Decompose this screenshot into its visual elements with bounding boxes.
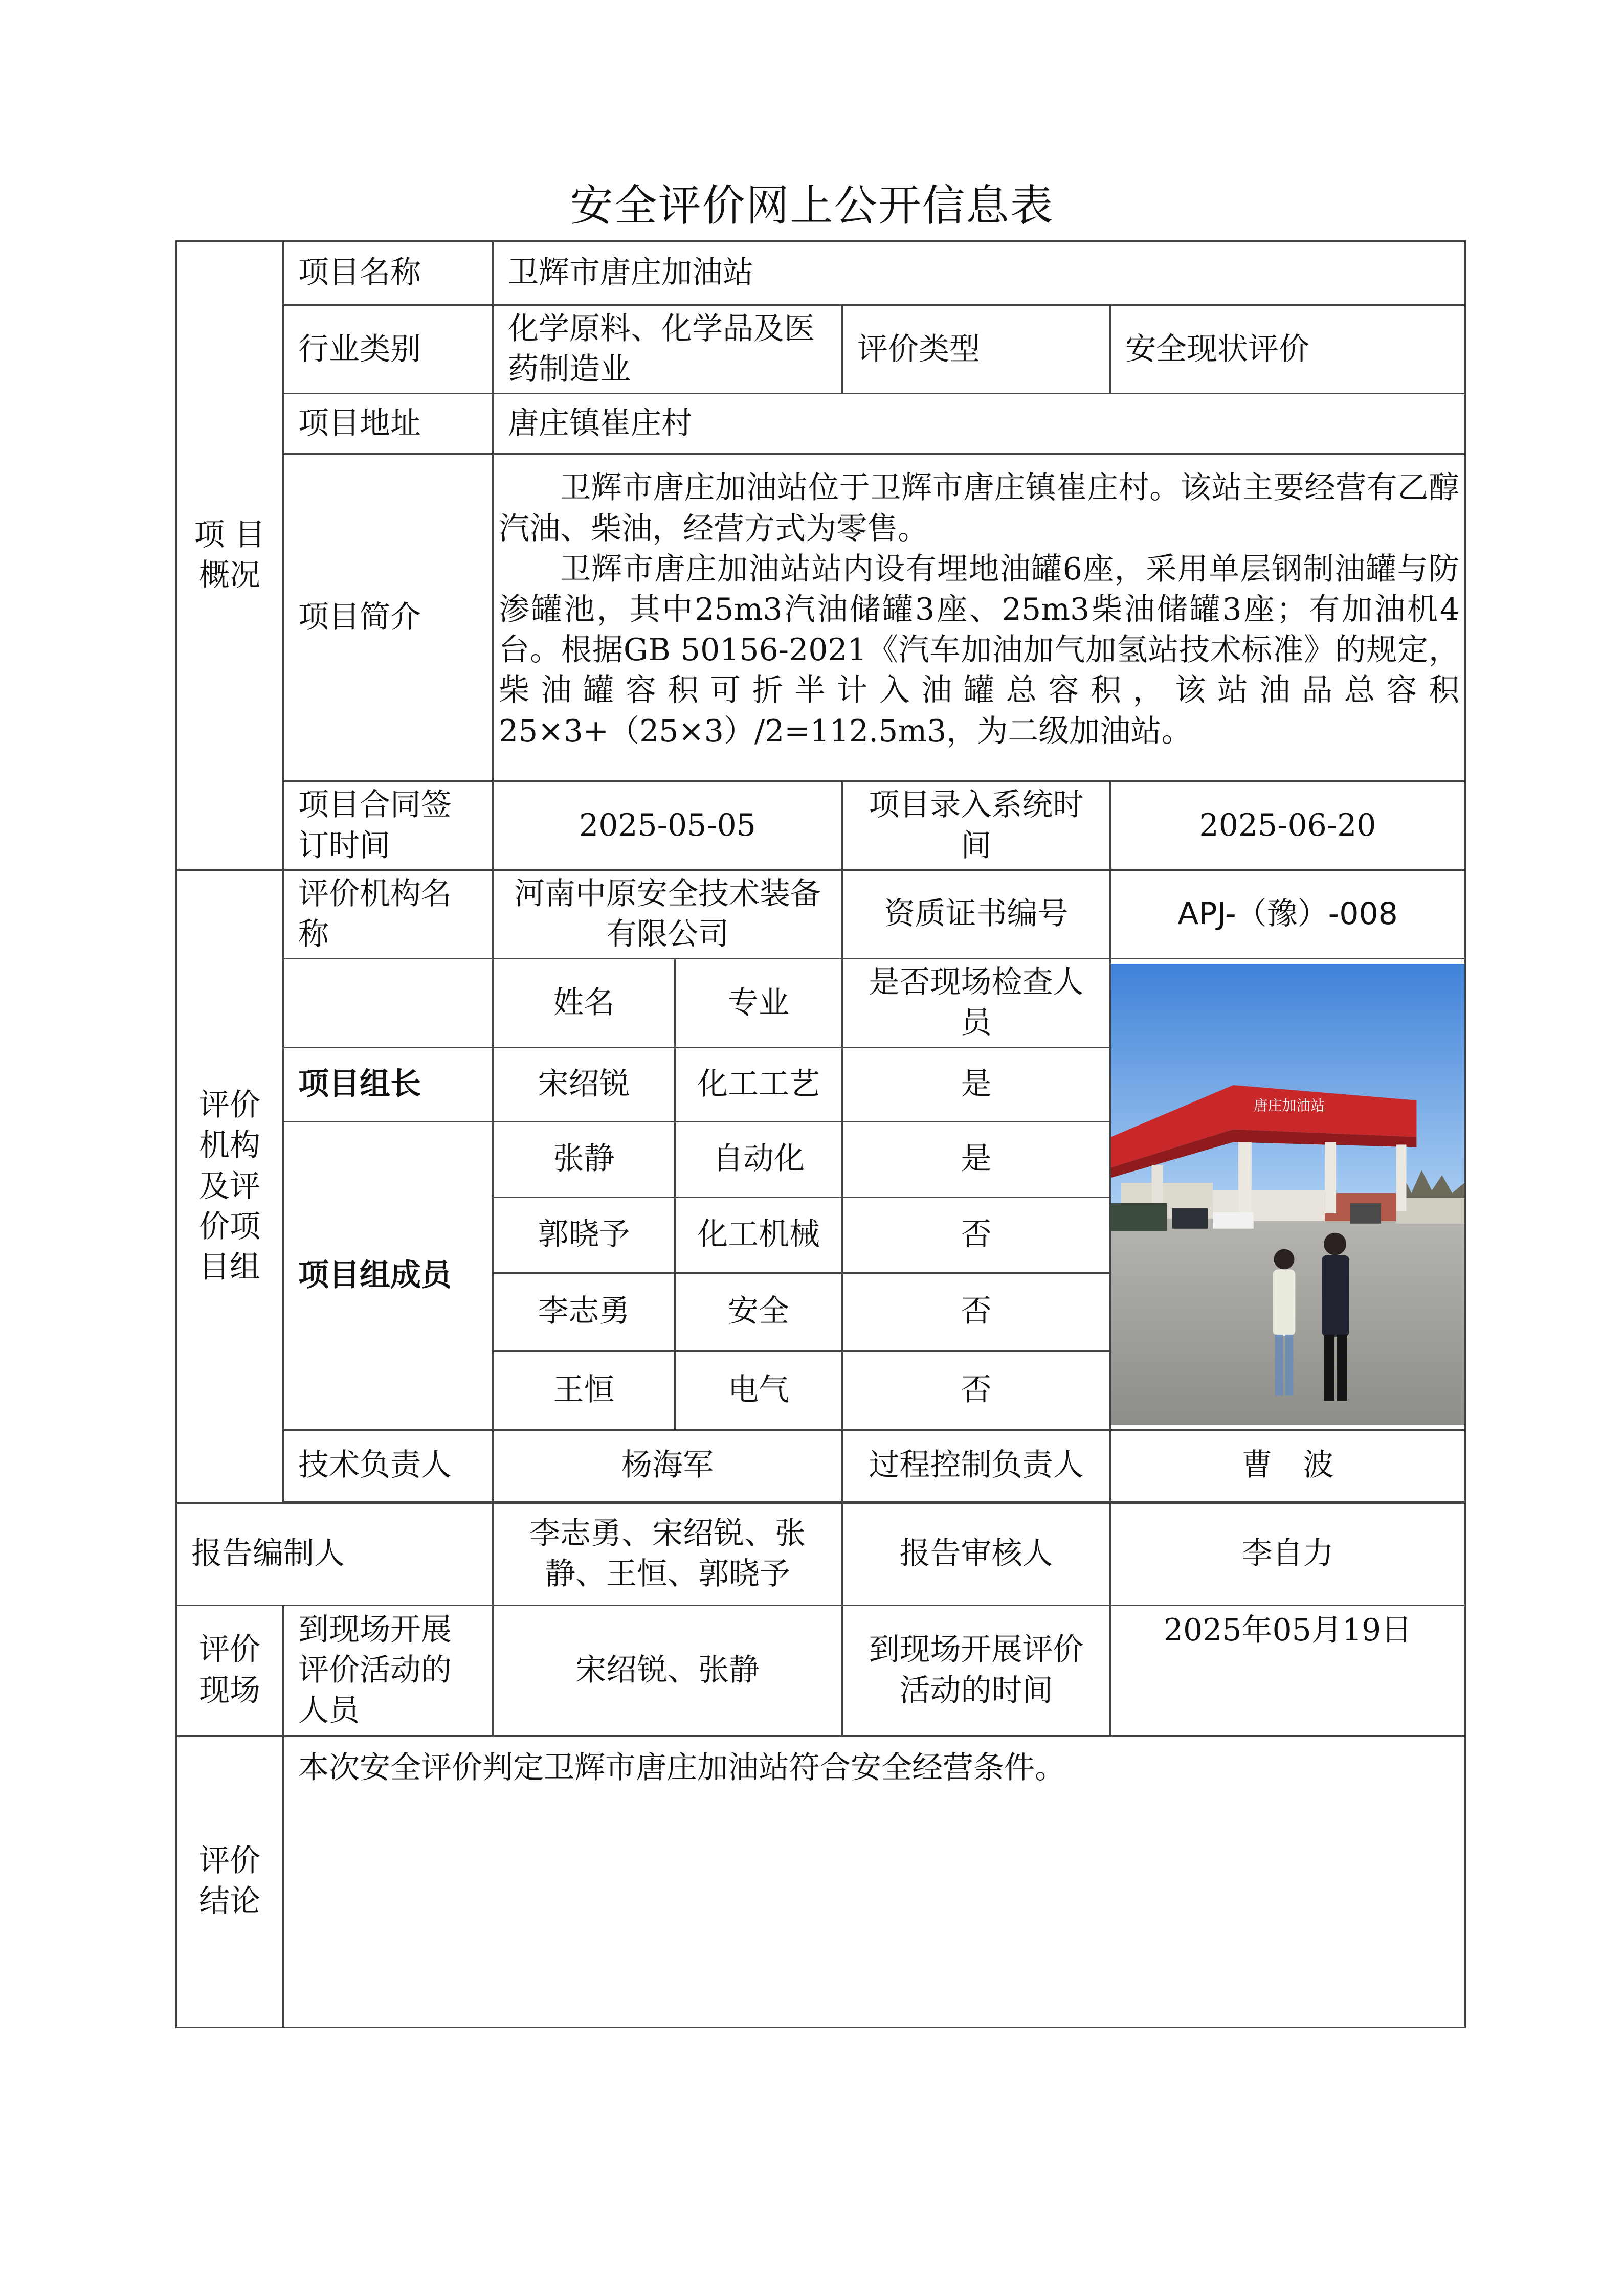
member-major: 电气: [675, 1350, 842, 1430]
blank-cell: [283, 959, 493, 1047]
eval-type-value: 安全现状评价: [1110, 305, 1465, 394]
member-major: 化工机械: [675, 1197, 842, 1273]
conclusion-text: 本次安全评价判定卫辉市唐庄加油站符合安全经营条件。: [283, 1736, 1465, 2027]
member-name: 李志勇: [493, 1273, 675, 1350]
intro-paragraph-2: 卫辉市唐庄加油站站内设有埋地油罐6座，采用单层钢制油罐与防渗罐池，其中25m3汽油储罐3座、25m3柴油储罐3座；有加油机4台。根据GB 50156-2021《汽车加油加气加氢站技术标准》的规定，柴油罐容积可折半计入油罐总容积，该站油品总容积25×3+（25×3）/2=112.5m3，为二级加油站。: [499, 551, 1459, 749]
member-onsite: 否: [842, 1273, 1110, 1350]
section-site: 评价现场: [176, 1605, 283, 1736]
site-time-value: 2025年05月19日: [1110, 1605, 1465, 1736]
leader-label: 项目组长: [283, 1047, 493, 1121]
reviewer-value: 李自力: [1110, 1503, 1465, 1605]
col-name-header: 姓名: [493, 959, 675, 1047]
member-major: 自动化: [675, 1121, 842, 1197]
canopy-sign-text: 唐庄加油站: [1253, 1097, 1325, 1114]
intro-paragraph-1: 卫辉市唐庄加油站位于卫辉市唐庄镇崔庄村。该站主要经营有乙醇汽油、柴油，经营方式为零售。: [499, 470, 1459, 547]
member-name: 郭晓予: [493, 1197, 675, 1273]
tech-lead-value: 杨海军: [493, 1430, 842, 1501]
site-staff-label: 到现场开展评价活动的人员: [283, 1605, 493, 1736]
address-label: 项目地址: [283, 394, 493, 454]
member-name: 张静: [493, 1121, 675, 1197]
leader-name: 宋绍锐: [493, 1047, 675, 1121]
entry-date-value: 2025-06-20: [1110, 781, 1465, 870]
info-table: [175, 240, 1466, 2028]
intro-label: 项目简介: [283, 454, 493, 781]
project-name-label: 项目名称: [283, 241, 493, 305]
site-staff-value: 宋绍锐、张静: [493, 1605, 842, 1736]
industry-value: 化学原料、化学品及医药制造业: [493, 305, 842, 394]
intro-value: [493, 454, 1465, 781]
site-time-label: 到现场开展评价活动的时间: [842, 1605, 1110, 1736]
section-eval-org: 评价机构及评价项目组: [176, 870, 283, 1503]
compiler-label: 报告编制人: [176, 1503, 493, 1605]
leader-onsite: 是: [842, 1047, 1110, 1121]
contract-date-label: 项目合同签订时间: [283, 781, 493, 870]
member-name: 王恒: [493, 1350, 675, 1430]
section-conclusion: 评价结论: [176, 1736, 283, 2027]
process-lead-label: 过程控制负责人: [842, 1430, 1110, 1501]
col-onsite-header: 是否现场检查人员: [842, 959, 1110, 1047]
org-name-label: 评价机构名称: [283, 870, 493, 958]
page-title: 安全评价网上公开信息表: [570, 181, 1054, 231]
tech-lead-label: 技术负责人: [283, 1430, 493, 1501]
members-label: 项目组成员: [283, 1121, 493, 1430]
site-photo: [1110, 959, 1465, 1430]
industry-label: 行业类别: [283, 305, 493, 394]
org-name-value: 河南中原安全技术装备有限公司: [493, 870, 842, 958]
col-major-header: 专业: [675, 959, 842, 1047]
cert-label: 资质证书编号: [842, 870, 1110, 958]
cert-value: APJ-（豫）-008: [1110, 870, 1465, 958]
compiler-value: 李志勇、宋绍锐、张静、王恒、郭晓予: [493, 1503, 842, 1605]
entry-date-label: 项目录入系统时间: [842, 781, 1110, 870]
address-value: 唐庄镇崔庄村: [493, 394, 1465, 454]
member-major: 安全: [675, 1273, 842, 1350]
gas-station-photo: [1111, 964, 1464, 1425]
project-name-value: 卫辉市唐庄加油站: [493, 241, 1465, 305]
member-onsite: 否: [842, 1197, 1110, 1273]
contract-date-value: 2025-05-05: [493, 781, 842, 870]
member-onsite: 否: [842, 1350, 1110, 1430]
process-lead-value: 曹 波: [1110, 1430, 1465, 1501]
member-onsite: 是: [842, 1121, 1110, 1197]
leader-major: 化工工艺: [675, 1047, 842, 1121]
eval-type-label: 评价类型: [842, 305, 1110, 394]
reviewer-label: 报告审核人: [842, 1503, 1110, 1605]
section-project-overview: 项 目 概况: [176, 241, 283, 870]
